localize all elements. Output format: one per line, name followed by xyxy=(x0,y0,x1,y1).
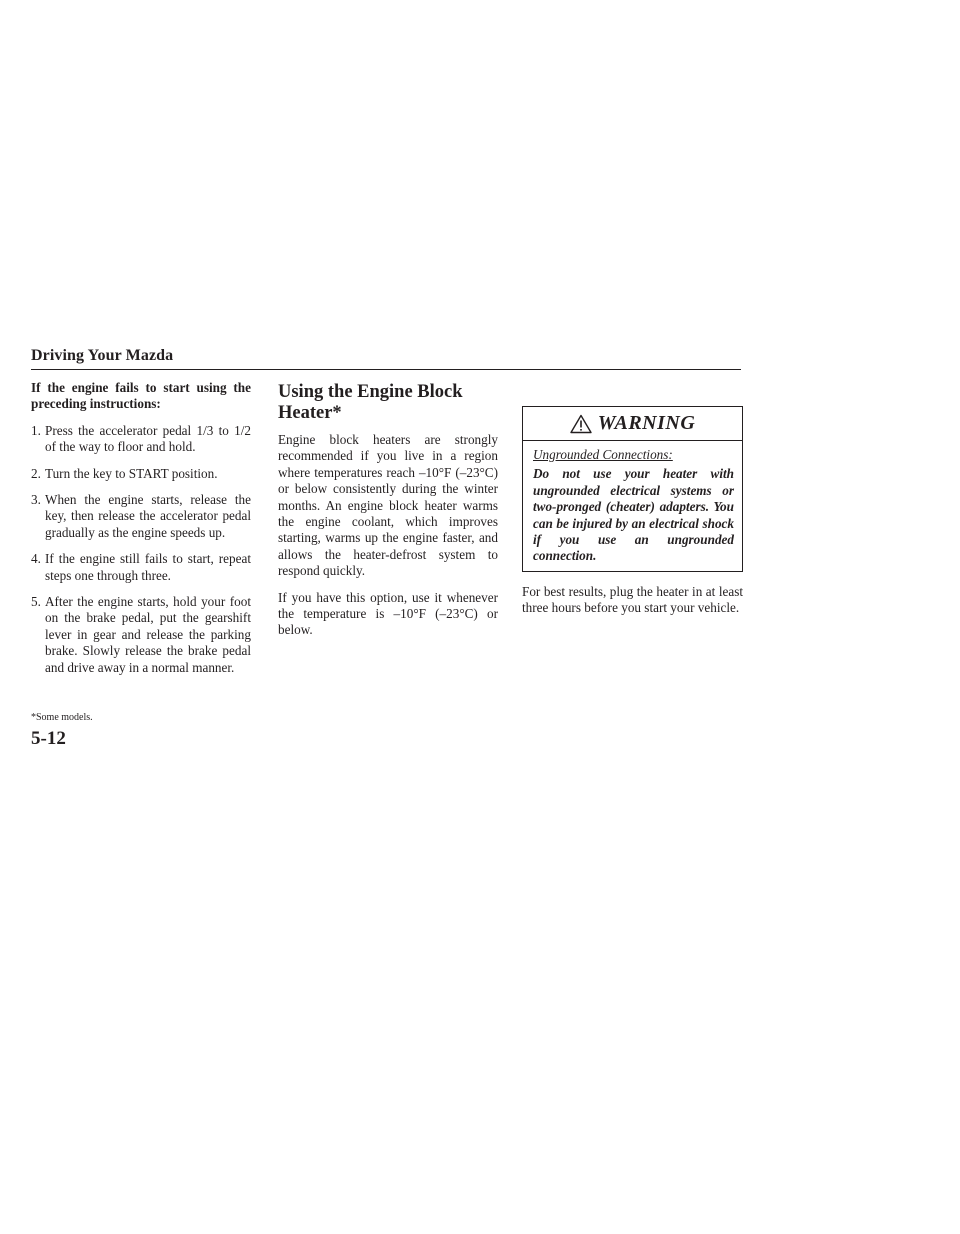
instructions-lead: If the engine fails to start using the preceding instructions: xyxy=(31,380,251,412)
step-text: If the engine still fails to start, repeat steps one through three. xyxy=(45,551,251,583)
step-item xyxy=(31,492,251,541)
step-text: When the engine starts, release the key, then release the accelerator pedal gradually as the engine speeds up. xyxy=(45,492,251,540)
left-column xyxy=(31,380,251,686)
step-item xyxy=(31,594,251,676)
step-item xyxy=(31,423,251,456)
warning-title: WARNING xyxy=(597,412,696,435)
body-paragraph: Engine block heaters are strongly recommended if you live in a region where temperatures reach –10°F (–23°C) or below consistently during the winter months. An engine block heater warms the engine coolant, which improves starting, warms up the engine faster, and allows the heater-defrost system to respond quickly. xyxy=(278,432,498,579)
section-title: Driving Your Mazda xyxy=(31,347,174,364)
step-number: 2. xyxy=(31,465,41,481)
warning-subtitle: Ungrounded Connections: xyxy=(533,447,673,462)
middle-column xyxy=(278,382,498,649)
warning-text: Do not use your heater with ungrounded electrical systems or two-pronged (cheater) adapters. You can be injured by an electrical shock if you use an ungrounded connection. xyxy=(533,466,734,564)
warning-header xyxy=(523,407,742,441)
right-column xyxy=(522,406,743,627)
step-number: 5. xyxy=(31,594,41,610)
page-number: 5-12 xyxy=(31,728,66,749)
warning-box xyxy=(522,406,743,572)
step-number: 3. xyxy=(31,492,41,508)
body-paragraph: For best results, plug the heater in at least three hours before you start your vehicle. xyxy=(522,583,743,616)
step-item xyxy=(31,466,251,482)
step-text: Turn the key to START position. xyxy=(45,465,218,481)
footnote: *Some models. xyxy=(31,712,93,723)
warning-triangle-icon xyxy=(570,414,592,434)
step-number: 1. xyxy=(31,422,41,438)
body-paragraph: If you have this option, use it whenever the temperature is –10°F (–23°C) or below. xyxy=(278,589,498,638)
warning-body xyxy=(523,441,742,571)
header-divider xyxy=(31,369,741,370)
steps-list xyxy=(31,423,251,676)
step-item xyxy=(31,551,251,584)
step-text: After the engine starts, hold your foot on the brake pedal, put the gearshift lever in gear and release the parking brake. Slowly release the brake pedal and drive away in a normal manner. xyxy=(45,594,251,675)
engine-block-heater-heading: Using the Engine Block Heater* xyxy=(278,382,463,423)
step-number: 4. xyxy=(31,551,41,567)
step-text: Press the accelerator pedal 1/3 to 1/2 of the way to floor and hold. xyxy=(45,422,251,455)
